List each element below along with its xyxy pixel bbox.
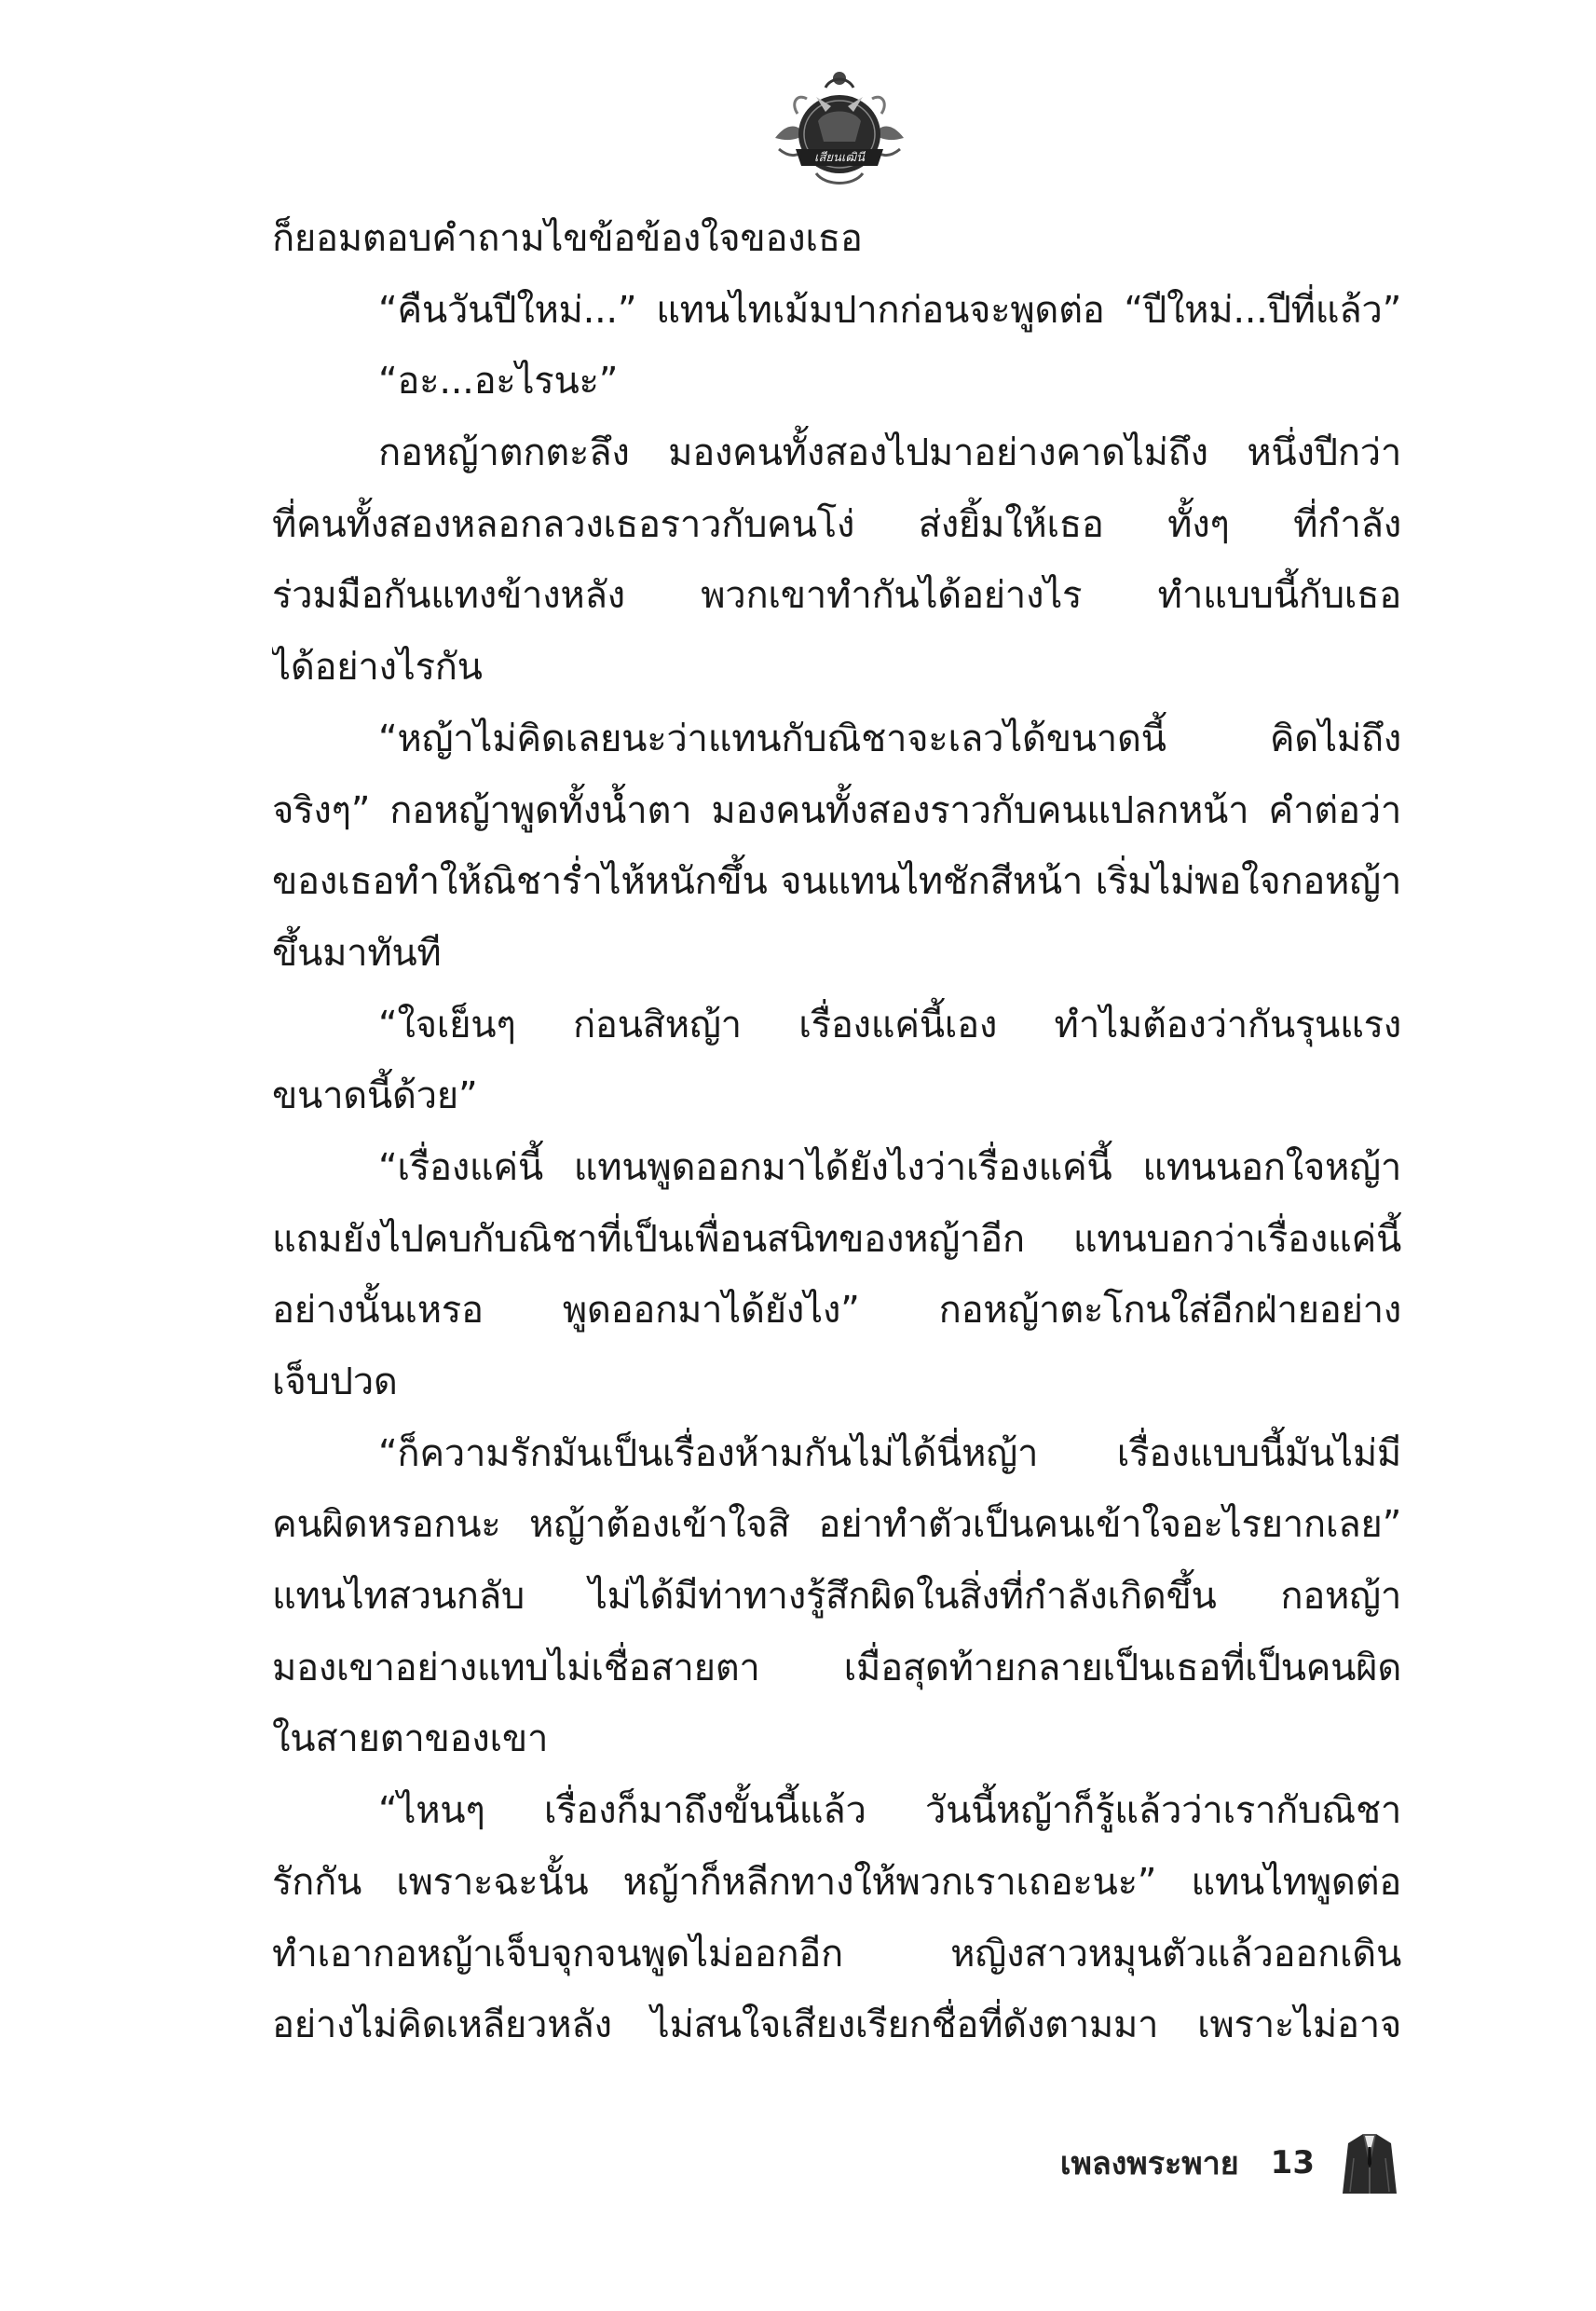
body-line: ที่คนทั้งสองหลอกลวงเธอราวกับคนโง่ ส่งยิ้มให้เธอ ทั้งๆ ที่กำลัง xyxy=(272,502,1401,546)
publisher-emblem xyxy=(770,56,909,196)
body-line: ของเธอทำให้ณิชาร่ำไห้หนักขึ้น จนแทนไทชักสีหน้า เริ่มไม่พอใจกอหญ้า xyxy=(272,860,1401,904)
body-line: จริงๆ” กอหญ้าพูดทั้งน้ำตา มองคนทั้งสองราวกับคนแปลกหน้า คำต่อว่า xyxy=(272,788,1401,832)
body-line: คนผิดหรอกนะ หญ้าต้องเข้าใจสิ อย่าทำตัวเป็นคนเข้าใจอะไรยากเลย” xyxy=(272,1503,1401,1547)
body-line: “อะ...อะไรนะ” xyxy=(378,360,619,403)
body-line: “ไหนๆ เรื่องก็มาถึงขั้นนี้แล้ว วันนี้หญ้าก็รู้แล้วว่าเรากับณิชา xyxy=(378,1789,1401,1833)
suit-jacket-icon xyxy=(1341,2130,1398,2195)
page-footer xyxy=(1060,2130,1398,2195)
body-line: “เรื่องแค่นี้ แทนพูดออกมาได้ยังไงว่าเรื่องแค่นี้ แทนนอกใจหญ้า xyxy=(378,1145,1401,1189)
emblem-logo-icon xyxy=(770,56,909,196)
body-text xyxy=(272,203,1401,2123)
body-line: “ก็ความรักมันเป็นเรื่องห้ามกันไม่ได้นี่หญ้า เรื่องแบบนี้มันไม่มี xyxy=(378,1431,1401,1475)
body-line: ได้อย่างไรกัน xyxy=(272,646,483,690)
body-line: แถมยังไปคบกับณิชาที่เป็นเพื่อนสนิทของหญ้าอีก แทนบอกว่าเรื่องแค่นี้ xyxy=(272,1217,1401,1261)
body-line: ร่วมมือกันแทงข้างหลัง พวกเขาทำกันได้อย่างไร ทำแบบนี้กับเธอ xyxy=(272,574,1401,618)
body-line: “คืนวันปีใหม่...” แทนไทเม้มปากก่อนจะพูดต่อ “ปีใหม่...ปีที่แล้ว” xyxy=(378,288,1401,332)
page-number: 13 xyxy=(1270,2144,1315,2181)
body-line: มองเขาอย่างแทบไม่เชื่อสายตา เมื่อสุดท้ายกลายเป็นเธอที่เป็นคนผิด xyxy=(272,1646,1401,1689)
book-title: เพลงพระพาย xyxy=(1059,2145,1239,2182)
body-line: เจ็บปวด xyxy=(272,1361,398,1403)
body-line: รักกัน เพราะฉะนั้น หญ้าก็หลีกทางให้พวกเราเถอะนะ” แทนไทพูดต่อ xyxy=(272,1860,1401,1904)
body-line: ในสายตาของเขา xyxy=(272,1717,549,1761)
body-line: “หญ้าไม่คิดเลยนะว่าแทนกับณิชาจะเลวได้ขนาดนี้ คิดไม่ถึง xyxy=(378,717,1401,760)
body-line: ขึ้นมาทันที xyxy=(272,931,442,975)
body-line: กอหญ้าตกตะลึง มองคนทั้งสองไปมาอย่างคาดไม่ถึง หนึ่งปีกว่า xyxy=(378,431,1401,475)
body-line: อย่างนั้นเหรอ พูดออกมาได้ยังไง” กอหญ้าตะโกนใส่อีกฝ่ายอย่าง xyxy=(272,1289,1401,1333)
emblem-text: เสียนเฒินี xyxy=(814,151,865,165)
body-line: ก็ยอมตอบคำถามไขข้อข้องใจของเธอ xyxy=(272,217,863,260)
body-line: แทนไทสวนกลับ ไม่ได้มีท่าทางรู้สึกผิดในสิ่งที่กำลังเกิดขึ้น กอหญ้า xyxy=(272,1575,1401,1619)
body-line: อย่างไม่คิดเหลียวหลัง ไม่สนใจเสียงเรียกชื่อที่ดังตามมา เพราะไม่อาจ xyxy=(272,2003,1401,2047)
body-line: “ใจเย็นๆ ก่อนสิหญ้า เรื่องแค่นี้เอง ทำไมต้องว่ากันรุนแรง xyxy=(378,1003,1401,1046)
body-line: ทำเอากอหญ้าเจ็บจุกจนพูดไม่ออกอีก หญิงสาวหมุนตัวแล้วออกเดิน xyxy=(272,1932,1401,1976)
body-line: ขนาดนี้ด้วย” xyxy=(272,1074,478,1118)
